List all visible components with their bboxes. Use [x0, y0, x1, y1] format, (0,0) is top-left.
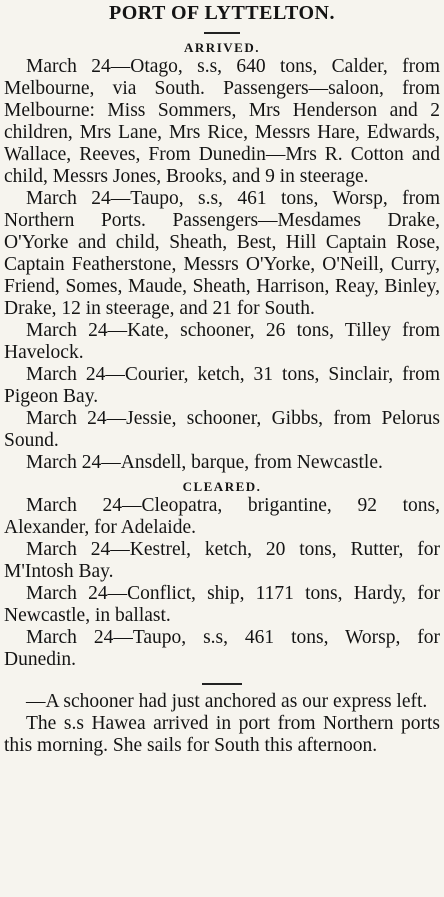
newspaper-column [0, 2, 444, 897]
section-divider [202, 683, 242, 685]
clearance-entry: March 24—Taupo, s.s, 461 tons, Worsp, for Dunedin. [4, 627, 440, 670]
title-rule [204, 32, 240, 34]
arrival-entry: March 24—Courier, ketch, 31 tons, Sinclair, from Pigeon Bay. [4, 364, 440, 407]
clearance-entry: March 24—Cleopatra, brigantine, 92 tons, Alexander, for Adelaide. [4, 495, 440, 538]
arrival-entry: March 24—Taupo, s.s, 461 tons, Worsp, from Northern Ports. Passengers—Mesdames Drake, O'Yorke and child, Sheath, Best, Hill Captain Rose, Captain Featherstone, Messrs O'Yorke, O'Neill, Curry, Friend, Somes, Maude, Sheath, Harrison, Reay, Binley, Drake, 12 in steerage, and 21 for South. [4, 188, 440, 319]
news-note: The s.s Hawea arrived in port from Northern ports this morning. She sails for South this afternoon. [4, 713, 440, 756]
column-title: PORT OF LYTTELTON. [109, 2, 335, 24]
arrival-entry: March 24—Kate, schooner, 26 tons, Tilley from Havelock. [4, 320, 440, 363]
news-note: —A schooner had just anchored as our express left. [26, 691, 428, 712]
arrival-entry: March 24—Otago, s.s, 640 tons, Calder, from Melbourne, via South. Passengers—saloon, from Melbourne: Miss Sommers, Mrs Henderson and 2 children, Mrs Lane, Mrs Rice, Messrs Hare, Edwards, Wallace, Reeves, From Dunedin—Mrs R. Cotton and child, Messrs Jones, Brooks, and 9 in steerage. [4, 56, 440, 187]
clearance-entry: March 24—Conflict, ship, 1171 tons, Hardy, for Newcastle, in ballast. [4, 583, 440, 626]
cleared-heading: CLEARED. [182, 479, 262, 494]
arrived-heading: ARRIVED. [184, 40, 260, 55]
clearance-entry: March 24—Kestrel, ketch, 20 tons, Rutter, for M'Intosh Bay. [4, 539, 440, 582]
arrival-entry: March 24—Jessie, schooner, Gibbs, from Pelorus Sound. [4, 408, 440, 451]
arrival-entry: March 24—Ansdell, barque, from Newcastle. [26, 452, 383, 473]
